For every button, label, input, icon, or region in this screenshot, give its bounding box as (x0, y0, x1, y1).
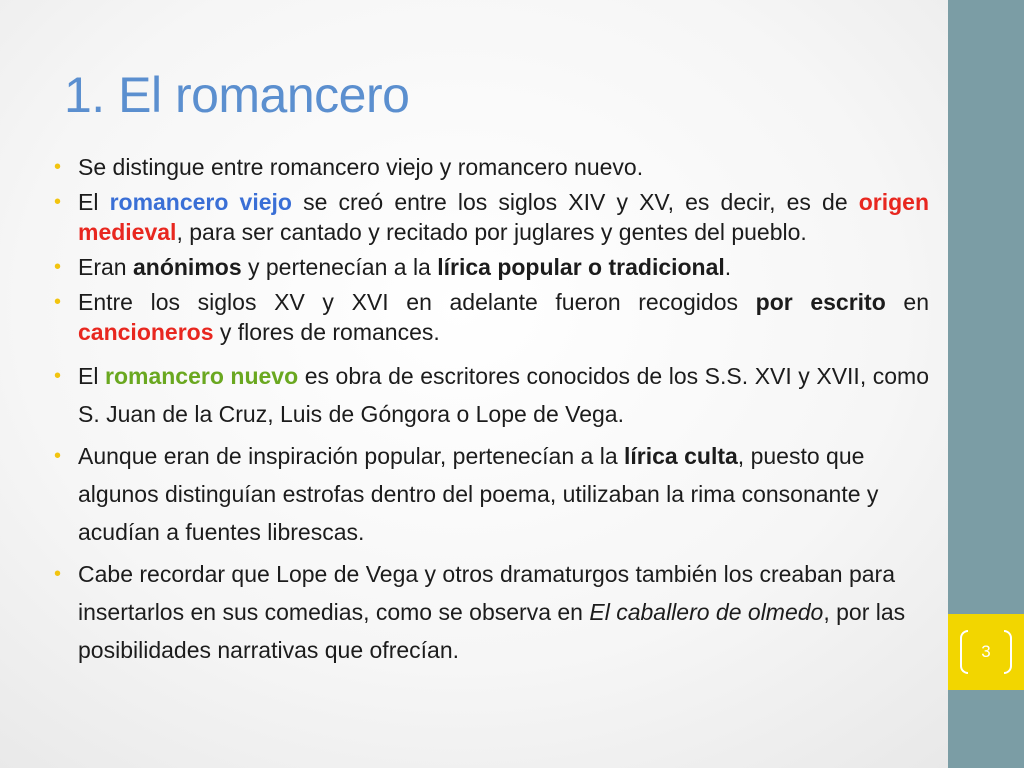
bullet-text: Eran (78, 254, 133, 280)
bullet-dot-icon: • (54, 291, 62, 313)
highlight-cancioneros: cancioneros (78, 319, 214, 345)
bullet-text: , por las posibilidades narrativas que ofrecían. (78, 599, 906, 663)
highlight-romancero-nuevo: romancero nuevo (105, 363, 299, 389)
bold-anonimos: anónimos (132, 254, 242, 280)
bullet-item (52, 252, 929, 282)
bullet-text: , para ser cantado y recitado por juglares y gentes del pueblo. (176, 219, 807, 245)
bullet-item (52, 187, 929, 247)
bullet-text: en (885, 289, 929, 315)
highlight-origen-medieval: origen medieval (78, 189, 929, 245)
bullet-text: Se distingue entre romancero viejo y romancero nuevo. (78, 154, 644, 180)
bullet-text: es obra de escritores conocidos de los S.S. XVI y XVII, como S. Juan de la Cruz, Luis de Góngora o Lope de Vega. (78, 363, 929, 427)
page-number-box (948, 614, 1024, 690)
bullet-text: El (78, 363, 105, 389)
highlight-romancero-viejo: romancero viejo (109, 189, 292, 215)
bullet-text: Entre los siglos XV y XVI en adelante fueron recogidos (78, 289, 756, 315)
bullet-dot-icon: • (54, 445, 62, 467)
bullet-dot-icon: • (54, 256, 62, 278)
bullet-dot-icon: • (54, 365, 62, 387)
bullet-dot-icon: • (54, 563, 62, 585)
bullet-item (52, 555, 929, 669)
bullet-text: , puesto que algunos distinguían estrofas dentro del poema, utilizaban la rima consonante y acudían a fuentes librescas. (78, 443, 879, 545)
bullet-dot-icon: • (54, 191, 62, 213)
bullet-item (52, 357, 929, 433)
bullet-list (52, 152, 929, 673)
bullet-text: Aunque eran de inspiración popular, pertenecían a la (78, 443, 625, 469)
slide-title: 1. El romancero (64, 67, 410, 123)
bold-lirica-popular: lírica popular o tradicional (437, 254, 725, 280)
bullet-item (52, 287, 929, 347)
bullet-text: . (724, 254, 732, 280)
italic-work-title: El caballero de olmedo (589, 599, 824, 625)
bullet-text: El (78, 189, 110, 215)
bullet-item (52, 437, 929, 551)
bold-lirica-culta: lírica culta (624, 443, 738, 469)
bullet-dot-icon: • (54, 156, 62, 178)
bold-por-escrito: por escrito (755, 289, 886, 315)
page-number: 3 (981, 642, 991, 661)
bullet-text: se creó entre los siglos XIV y XV, es decir, es de (291, 189, 859, 215)
bullet-text: y flores de romances. (213, 319, 440, 345)
bullet-text: y pertenecían a la (241, 254, 438, 280)
bullet-item (52, 152, 929, 182)
bullet-text: Cabe recordar que Lope de Vega y otros dramaturgos también los creaban para insertarlos en sus comedias, como se observa en (78, 561, 896, 625)
page-number-frame (960, 630, 1012, 674)
